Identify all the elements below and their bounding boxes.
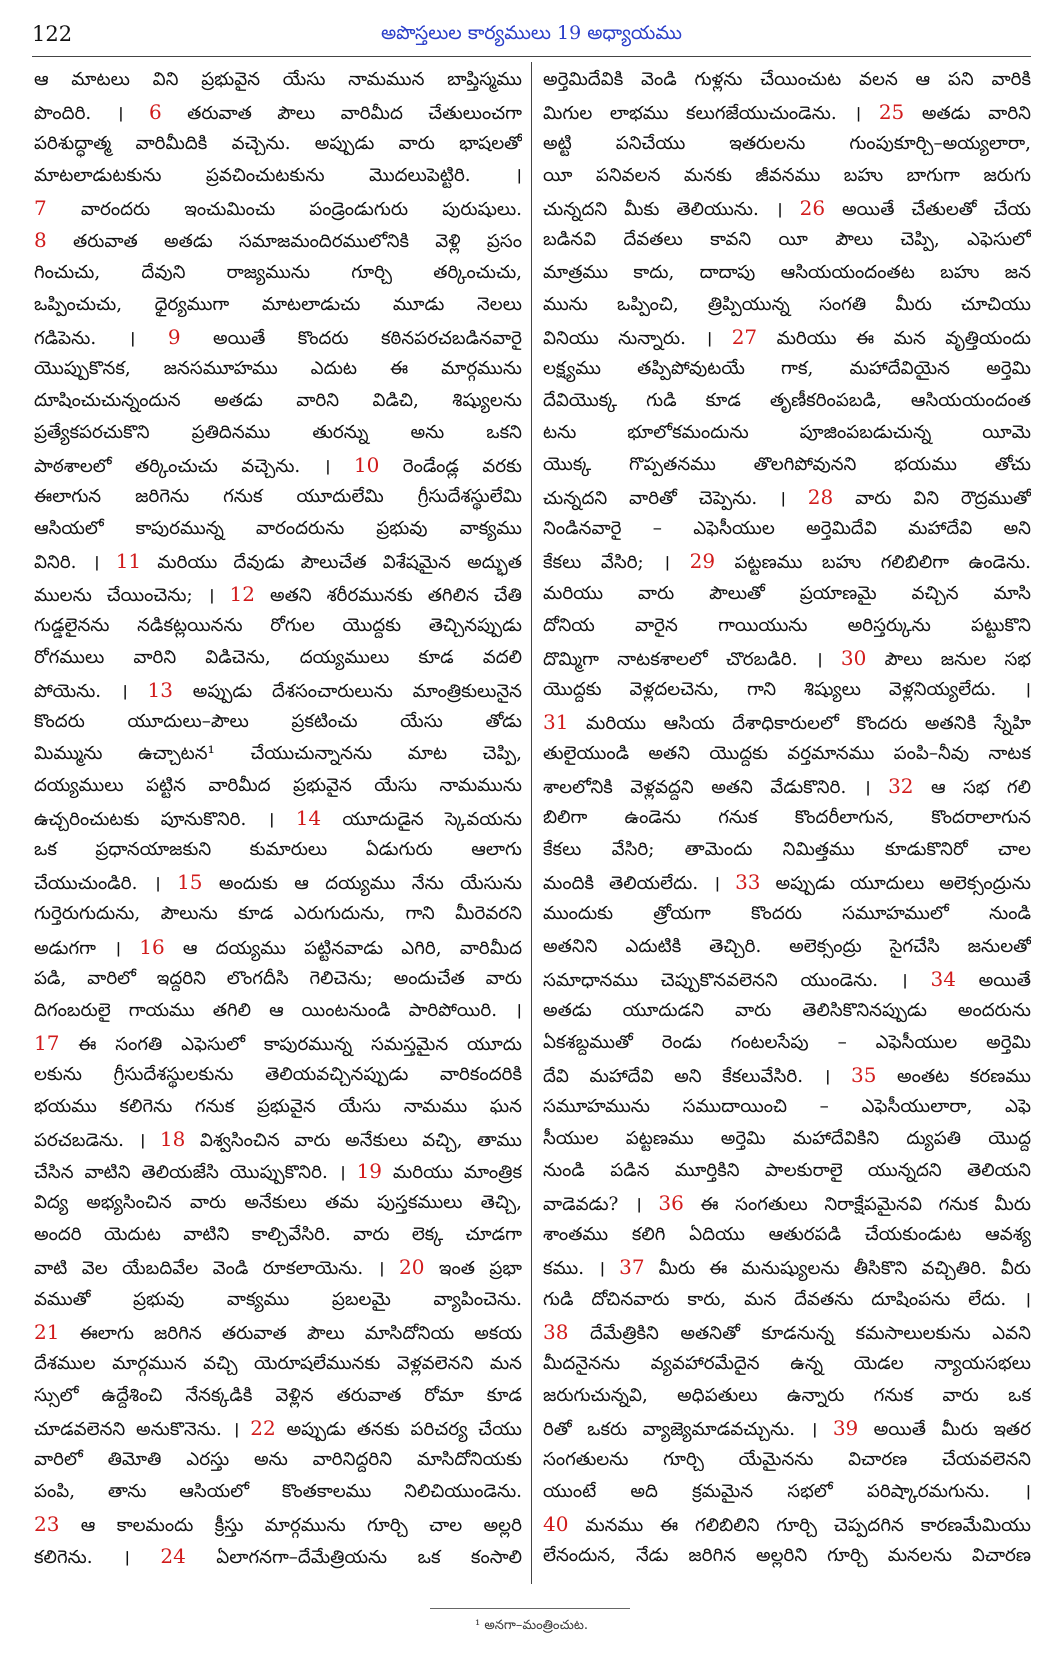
text-line: వినిరి. । 11 మరియు దేవుడు పౌలుచేత విశేషమైన అద్భుత bbox=[34, 549, 522, 574]
page-header bbox=[32, 20, 1031, 54]
text-line: చేసిన వాటిని తెలియజేసి యొప్పుకొనిరి. । 19 మరియు మాంత్రిక bbox=[34, 1159, 522, 1184]
text-line: పరచబడెను. । 18 విశ్వసించిన వారు అనేకులు వచ్చి, తాము bbox=[34, 1127, 522, 1152]
text-line: దూషించుచున్నందున అతడు వారిని విడిచి, శిష్యులను bbox=[34, 389, 522, 411]
text-line: వారిలో తిమోతి ఎరస్తు అను వారినిద్దరిని మాసిదోనియకు bbox=[34, 1449, 522, 1471]
text-line: కొందరు యూదులు–పౌలు ప్రకటించు యేసు తోడు bbox=[34, 710, 522, 732]
text-line: పంపి, తాను ఆసియలో కొంతకాలము నిలిచియుండెను. bbox=[34, 1481, 522, 1503]
text-line: ములను చేయించెను; । 12 అతని శరీరమునకు తగిలిన చేతి bbox=[34, 581, 522, 606]
running-title: అపొస్తలుల కార్యములు 19 అధ్యాయము bbox=[380, 22, 683, 44]
text-line: రితో ఒకరు వ్యాజ్యెమాడవచ్చును. । 39 అయితే మీరు ఇతర bbox=[543, 1415, 1031, 1440]
verse-number: 9 bbox=[167, 324, 181, 349]
text-line: పరిశుద్ధాత్మ వారిమీదికి వచ్చెను. అప్పుడు వారు భాషలతో bbox=[34, 133, 522, 155]
verse-number: 22 bbox=[250, 1415, 276, 1440]
verse-number: 30 bbox=[840, 645, 867, 670]
text-line: గుడి దోచినవారు కారు, మన దేవతను దూషింపను లేదు. । bbox=[543, 1288, 1031, 1310]
verse-number: 38 bbox=[543, 1319, 569, 1344]
text-line: మీదనైనను వ్యవహారమేదైన ఉన్న యెడల న్యాయసభలు bbox=[543, 1352, 1031, 1374]
text-line: దయ్యములు పట్టిన వారిమీద ప్రభువైన యేసు నామమును bbox=[34, 775, 522, 797]
text-line: ఉచ్చరించుటకు పూనుకొనిరి. । 14 యూదుడైన స్కెవయను bbox=[34, 806, 522, 831]
text-line: వాటి వెల యేబదివేల వెండి రూకలాయెను. । 20 ఇంత ప్రభా bbox=[34, 1255, 522, 1280]
text-line: 38 దేమేత్రికిని అతనితో కూడనున్న కమసాలులకును ఎవని bbox=[543, 1319, 1031, 1344]
footnote-divider bbox=[430, 1608, 630, 1609]
verse-number: 14 bbox=[295, 806, 322, 831]
verse-number: 25 bbox=[878, 100, 905, 125]
text-line: యుంటే అది క్రమమైన సభలో పరిష్కారమగును. । bbox=[543, 1481, 1031, 1503]
verse-number: 26 bbox=[799, 196, 826, 221]
text-line: అట్టి పనిచేయు ఇతరులను గుంపుకూర్చి–అయ్యలారా, bbox=[543, 133, 1031, 155]
text-line: దేవియొక్క గుడి కూడ తృణీకరింపబడి, ఆసియయందంత bbox=[543, 389, 1031, 411]
text-line: సమూహమును సముదాయించి – ఎఫెసీయులారా, ఎఫె bbox=[543, 1096, 1031, 1117]
text-line: చేయుచుండిరి. । 15 అందుకు ఆ దయ్యము నేను యేసును bbox=[34, 870, 522, 895]
text-line: సంగతులను గూర్చి యేమైనను విచారణ చేయవలెనని bbox=[543, 1449, 1031, 1471]
text-line: అతనిని ఎదుటికి తెచ్చిరి. అలెక్సంద్రు సైగచేసి జనులతో bbox=[543, 935, 1031, 957]
text-line: పాఠశాలలో తర్కించుచు వచ్చెను. । 10 రెండేండ్ల వరకు bbox=[34, 453, 522, 478]
verse-number: 34 bbox=[930, 966, 956, 991]
text-line: 8 తరువాత అతడు సమాజమందిరములోనికి వెళ్లి ప్రసం bbox=[34, 228, 522, 253]
text-line: నిండినవారై – ఎఫెసీయుల అర్తెమిదేవి మహాదేవి అని bbox=[543, 518, 1031, 540]
text-line: లక్ష్యము తప్పిపోవుటయే గాక, మహాదేవియైన అర్తెమి bbox=[543, 357, 1031, 379]
text-line: గడిపెను. । 9 అయితే కొందరు కఠినపరచబడినవారై bbox=[34, 324, 522, 349]
text-line: మును ఒప్పించి, త్రిప్పియున్న సంగతి మీరు చూచియు bbox=[543, 293, 1031, 315]
text-line: పోయెను. । 13 అప్పుడు దేశసంచారులును మాంత్రికులునైన bbox=[34, 677, 522, 702]
text-line: దోనియ వారైన గాయియును అరిస్తర్కును పట్టుకొని bbox=[543, 614, 1031, 636]
column-divider bbox=[531, 62, 532, 1584]
text-line: ఆసియలో కాపురమున్న వారందరును ప్రభువు వాక్యము bbox=[34, 518, 522, 540]
text-line: శాలలోనికి వెళ్లవద్దని అతని వేడుకొనిరి. । 32 ఆ సభ గలి bbox=[543, 774, 1031, 799]
text-line: మందికి తెలియలేదు. । 33 అప్పుడు యూదులు అలెక్సంద్రును bbox=[543, 870, 1031, 895]
text-line: సమాధానము చెప్పుకొనవలెనని యుండెను. । 34 అయితే bbox=[543, 966, 1031, 991]
text-line: 23 ఆ కాలమందు క్రీస్తు మార్గమును గూర్చి చాల అల్లరి bbox=[34, 1512, 522, 1537]
verse-number: 20 bbox=[398, 1255, 425, 1280]
text-line: కేకలు వేసిరి; తామెందు నిమిత్తము కూడుకొనిరో చాల bbox=[543, 839, 1031, 861]
verse-number: 8 bbox=[34, 228, 47, 253]
right-column bbox=[543, 64, 1031, 1572]
verse-number: 35 bbox=[851, 1062, 877, 1087]
text-line: ఒక ప్రధానయాజకుని కుమారులు ఏడుగురు ఆలాగు bbox=[34, 839, 522, 861]
verse-number: 10 bbox=[353, 453, 380, 478]
text-line: లకును గ్రీసుదేశస్థులకును తెలియవచ్చినప్పుడు వారికందరికి bbox=[34, 1063, 522, 1085]
text-line: పడి, వారిలో ఇద్దరిని లొంగదీసి గెలిచెను; అందుచేత వారు bbox=[34, 967, 522, 989]
verse-number: 28 bbox=[807, 485, 834, 510]
text-line: అర్తెమిదేవికి వెండి గుళ్లను చేయించుట వలన ఆ పని వారికి bbox=[543, 69, 1031, 90]
verse-number: 7 bbox=[34, 196, 47, 221]
text-line: మాటలాడుటకును ప్రవచించుటకును మొదలుపెట్టిరి. । bbox=[34, 165, 522, 187]
text-line: గుర్తెరుగుదును, పౌలును కూడ ఎరుగుదును, గాని మీరెవరని bbox=[34, 903, 522, 925]
text-line: శాంతము కలిగి ఏదియు ఆతురపడి చేయకుండుట ఆవశ్య bbox=[543, 1224, 1031, 1246]
text-line: రోగములు వారిని విడిచెను, దయ్యములు కూడ వదలి bbox=[34, 646, 522, 668]
text-line: విద్య అభ్యసించిన వారు అనేకులు తమ పుస్తకములు తెచ్చి, bbox=[34, 1192, 522, 1214]
text-line: 17 ఈ సంగతి ఎఫెసులో కాపురమున్న సమస్తమైన యూదు bbox=[34, 1030, 522, 1055]
text-line: 21 ఈలాగు జరిగిన తరువాత పౌలు మాసిదోనియ అకయ bbox=[34, 1319, 522, 1344]
text-line: ముందుకు త్రోయగా కొందరు సమూహములో నుండి bbox=[543, 903, 1031, 925]
text-line: మరియు వారు పౌలుతో ప్రయాణమై వచ్చిన మాసి bbox=[543, 582, 1031, 604]
verse-number: 19 bbox=[356, 1159, 383, 1184]
verse-number: 15 bbox=[177, 870, 203, 895]
header-divider bbox=[32, 56, 1031, 57]
verse-number: 37 bbox=[619, 1255, 645, 1280]
text-line: జరుగుచున్నవి, అధిపతులు ఉన్నారు గనుక వారు ఒక bbox=[543, 1384, 1031, 1406]
text-line: కేకలు వేసిరి; । 29 పట్టణము బహు గలిబిలిగా ఉండెను. bbox=[543, 549, 1031, 574]
text-line: పొందిరి. । 6 తరువాత పౌలు వారిమీద చేతులుంచగా bbox=[34, 100, 522, 125]
verse-number: 40 bbox=[543, 1512, 569, 1537]
verse-number: 18 bbox=[159, 1127, 186, 1152]
text-line: 40 మనము ఈ గలిబిలిని గూర్చి చెప్పదగిన కారణమేమియు bbox=[543, 1512, 1031, 1537]
text-line: సీయుల పట్టణము అర్తెమి మహాదేవికిని ద్యుపతి యొద్ద bbox=[543, 1128, 1031, 1150]
text-line: ఈలాగున జరిగెను గనుక యూదులేమి గ్రీసుదేశస్థులేమి bbox=[34, 486, 522, 508]
verse-number: 13 bbox=[147, 677, 173, 702]
verse-number: 31 bbox=[543, 709, 569, 734]
text-line: మిగుల లాభము కలుగజేయుచుండెను. । 25 అతడు వారిని bbox=[543, 100, 1031, 125]
text-line: చున్నదని వారితో చెప్పెను. । 28 వారు విని రౌద్రముతో bbox=[543, 485, 1031, 510]
text-line: యొద్దకు వెళ్లదలచెను, గాని శిష్యులు వెళ్లనియ్యలేదు. । bbox=[543, 678, 1031, 700]
footnote: ¹ అనగా–మంత్రించుట. bbox=[475, 1618, 588, 1633]
text-line: నుండి పడిన మూర్తికిని పాలకురాలై యున్నదని తెలియని bbox=[543, 1160, 1031, 1182]
text-line: యొప్పుకొనక, జనసమూహము ఎదుట ఈ మార్గమును bbox=[34, 357, 522, 379]
text-line: 31 మరియు ఆసియ దేశాధికారులలో కొందరు అతనికి స్నేహి bbox=[543, 709, 1031, 734]
verse-number: 11 bbox=[115, 549, 142, 574]
verse-number: 33 bbox=[735, 870, 761, 895]
left-column bbox=[34, 64, 522, 1572]
verse-number: 32 bbox=[888, 774, 914, 799]
text-line: లేనందున, నేడు జరిగిన అల్లరిని గూర్చి మనలను విచారణ bbox=[543, 1545, 1031, 1567]
verse-number: 29 bbox=[689, 549, 716, 574]
text-line: దేశముల మార్గమున వచ్చి యెరూషలేమునకు వెళ్లవలెనని మన bbox=[34, 1352, 522, 1374]
verse-number: 36 bbox=[658, 1191, 684, 1216]
text-line: తులైయుండి అతని యొద్దకు వర్తమానము పంపి–నీవు నాటక bbox=[543, 742, 1031, 764]
text-line: ప్రత్యేకపరచుకొని ప్రతిదినము తురన్ను అను ఒకని bbox=[34, 422, 522, 444]
verse-number: 39 bbox=[832, 1415, 859, 1440]
verse-number: 16 bbox=[139, 934, 165, 959]
text-line: దేవి మహాదేవి అని కేకలువేసిరి. । 35 అంతట కరణము bbox=[543, 1062, 1031, 1087]
verse-number: 17 bbox=[34, 1030, 60, 1055]
verse-number: 23 bbox=[34, 1512, 60, 1537]
text-line: బడినవి దేవతలు కావని యీ పౌలు చెప్పి, ఎఫెసులో bbox=[543, 229, 1031, 251]
text-line: ఏకశబ్దముతో రెండు గంటలసేపు – ఎఫెసీయుల అర్తెమి bbox=[543, 1031, 1031, 1053]
verse-number: 12 bbox=[229, 581, 255, 606]
text-line: 7 వారందరు ఇంచుమించు పండ్రెండుగురు పురుషులు. bbox=[34, 196, 522, 221]
text-line: గుడ్డలైనను నడికట్లయినను రోగుల యొద్దకు తెచ్చినప్పుడు bbox=[34, 614, 522, 636]
text-line: స్సులో ఉద్దేశించి నేనక్కడికి వెళ్లిన తరువాత రోమా కూడ bbox=[34, 1384, 522, 1406]
text-line: ఆ మాటలు విని ప్రభువైన యేసు నామమున బాప్తిస్మము bbox=[34, 69, 522, 90]
verse-number: 21 bbox=[34, 1319, 60, 1344]
text-line: అతడు యూదుడని వారు తెలిసికొనినప్పుడు అందరును bbox=[543, 999, 1031, 1021]
text-line: వినియు నున్నారు. । 27 మరియు ఈ మన వృత్తియందు bbox=[543, 324, 1031, 349]
text-line: బిలిగా ఉండెను గనుక కొందరీలాగున, కొందరాలాగున bbox=[543, 807, 1031, 829]
text-line: గించుచు, దేవుని రాజ్యమును గూర్చి తర్కించుచు, bbox=[34, 261, 522, 283]
text-line: దిగంబరులై గాయము తగిలి ఆ యింటనుండి పారిపోయిరి. । bbox=[34, 999, 522, 1021]
verse-number: 6 bbox=[148, 100, 162, 125]
text-line: వముతో ప్రభువు వాక్యము ప్రబలమై వ్యాపించెను. bbox=[34, 1288, 522, 1310]
text-line: మాత్రము కాదు, దాదాపు ఆసియయందంతట బహు జన bbox=[543, 261, 1031, 283]
text-line: దొమ్మిగా నాటకశాలలో చొరబడిరి. । 30 పౌలు జనుల సభ bbox=[543, 645, 1031, 670]
text-line: కము. । 37 మీరు ఈ మనుష్యులను తీసికొని వచ్చితిరి. వీరు bbox=[543, 1255, 1031, 1280]
text-line: చూడవలెనని అనుకొనెను. । 22 అప్పుడు తనకు పరిచర్య చేయు bbox=[34, 1415, 522, 1440]
text-line: యీ పనివలన మనకు జీవనము బహు బాగుగా జరుగు bbox=[543, 165, 1031, 187]
text-line: యొక్క గొప్పతనము తొలగిపోవునని భయము తోచు bbox=[543, 454, 1031, 476]
text-line: వాడెవడు? । 36 ఈ సంగతులు నిరాక్షేపమైనవి గనుక మీరు bbox=[543, 1191, 1031, 1216]
verse-number: 24 bbox=[160, 1544, 186, 1569]
text-line: ఒప్పించుచు, ధైర్యముగా మాటలాడుచు మూడు నెలలు bbox=[34, 293, 522, 315]
verse-number: 27 bbox=[731, 324, 758, 349]
text-line: కలిగెను. । 24 ఏలాగనగా–దేమేత్రియను ఒక కంసాలి bbox=[34, 1544, 522, 1569]
text-line: అందరి యెదుట వాటిని కాల్చివేసిరి. వారు లెక్క చూడగా bbox=[34, 1224, 522, 1246]
page-number: 122 bbox=[32, 22, 73, 46]
text-line: అడుగగా । 16 ఆ దయ్యము పట్టినవాడు ఎగిరి, వారిమీద bbox=[34, 934, 522, 959]
text-line: మిమ్మును ఉచ్చాటన¹ చేయుచున్నానను మాట చెప్పి, bbox=[34, 742, 522, 764]
text-line: భయము కలిగెను గనుక ప్రభువైన యేసు నామము ఘన bbox=[34, 1096, 522, 1117]
text-line: టను భూలోకమందును పూజింపబడుచున్న యీమె bbox=[543, 422, 1031, 444]
text-line: చున్నదని మీకు తెలియును. । 26 అయితే చేతులతో చేయ bbox=[543, 196, 1031, 221]
